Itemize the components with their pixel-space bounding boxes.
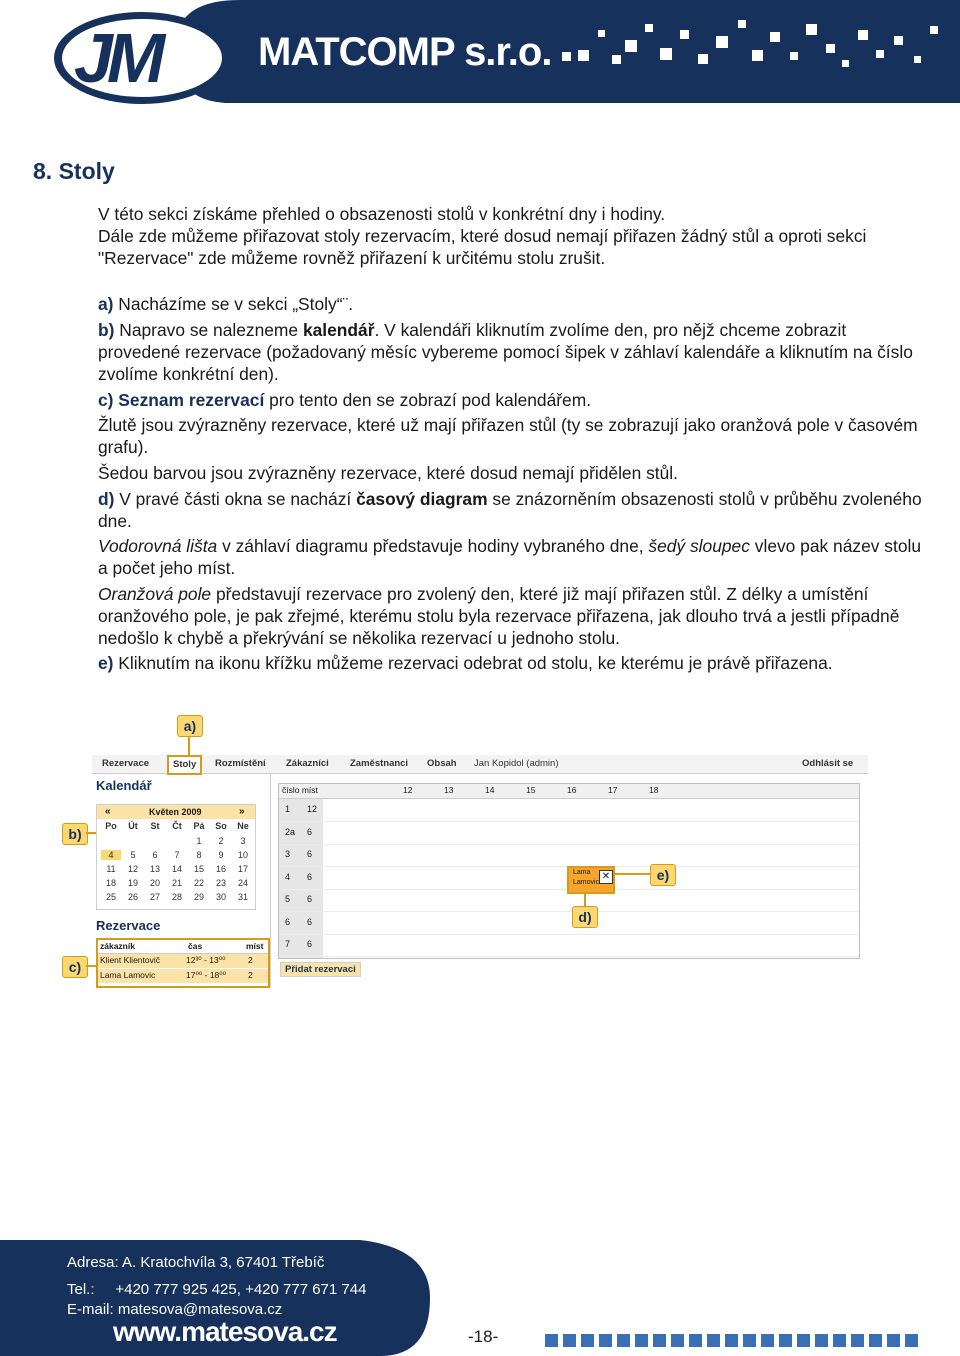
calendar-day[interactable]: 9: [218, 850, 224, 860]
table-row: [279, 822, 859, 845]
tab-rozmisteni[interactable]: Rozmístění: [215, 758, 266, 769]
calendar-day[interactable]: 15: [193, 864, 204, 874]
table-row: [279, 799, 859, 822]
calendar-day[interactable]: 31: [237, 892, 248, 902]
step-e: [98, 653, 928, 675]
header-note-text-2: vlevo pak název stolu a počet jeho míst.: [98, 536, 922, 579]
address-label: Adresa:: [67, 1254, 119, 1271]
reservation-block-line1: Lama: [573, 869, 591, 876]
app-screenshot: [92, 755, 868, 987]
email-value[interactable]: matesova@matesova.cz: [117, 1301, 283, 1318]
calendar-title: Kalendář: [96, 778, 152, 793]
orange-note-italic: Oranžová pole: [98, 583, 212, 604]
header-note: [98, 536, 928, 580]
calendar-day[interactable]: 7: [174, 850, 180, 860]
step-c-text: pro tento den se zobrazí pod kalendářem.: [264, 389, 592, 410]
hour-label: 14: [485, 785, 495, 795]
page-header: [0, 0, 960, 110]
table-row: [279, 934, 859, 957]
step-c-label: c) Seznam rezervací: [98, 389, 265, 410]
address-value: A. Kratochvíla 3, 67401 Třebíč: [122, 1254, 325, 1271]
calendar-day[interactable]: 5: [130, 850, 136, 860]
weekday-label: So: [215, 821, 227, 831]
calendar-day[interactable]: 6: [152, 850, 158, 860]
table-row: [279, 912, 859, 935]
logo-monogram: JM: [74, 19, 160, 97]
hour-label: 18: [649, 785, 659, 795]
tab-zakaznici[interactable]: Zákazníci: [286, 758, 329, 769]
callout-a: a): [177, 715, 203, 737]
callout-d: d): [572, 906, 598, 928]
calendar-day[interactable]: 13: [149, 864, 160, 874]
step-d-text-2: se znázorněním obsazenosti stolů v průběhu zvoleného dne.: [98, 488, 922, 531]
company-name: MATCOMP s.r.o.: [258, 30, 552, 74]
table-name: 1: [285, 804, 291, 814]
calendar-day[interactable]: 21: [171, 878, 182, 888]
weekday-label: Út: [128, 821, 138, 831]
step-d-label: d): [98, 488, 115, 509]
hour-label: 13: [444, 785, 454, 795]
reservation-row[interactable]: [98, 954, 268, 968]
step-a-label: a): [98, 294, 114, 315]
hour-label: 12: [403, 785, 413, 795]
remove-icon[interactable]: ✕: [599, 870, 613, 884]
tab-stoly[interactable]: Stoly: [167, 755, 202, 775]
calendar-day[interactable]: 25: [105, 892, 116, 902]
hour-label: 16: [567, 785, 577, 795]
calendar-day[interactable]: 3: [240, 836, 246, 846]
col-seats: míst: [246, 941, 264, 951]
reservation-customer: Lama Lamovic: [100, 970, 156, 980]
table-seats: 6: [307, 894, 313, 904]
tab-bar: [92, 755, 868, 774]
table-seats: 6: [307, 826, 313, 837]
table-seats: 6: [307, 849, 313, 859]
header-note-italic-2: šedý sloupec: [648, 536, 750, 557]
reservation-block[interactable]: [567, 866, 615, 894]
intro-paragraph: V této sekci získáme přehled o obsazenosti stolů v konkrétní dny i hodiny.: [98, 204, 666, 224]
calendar-day[interactable]: 17: [237, 864, 248, 874]
callout-c-line: [86, 964, 96, 968]
calendar-prev-button[interactable]: «: [105, 806, 111, 817]
reservation-row[interactable]: [98, 969, 268, 983]
header-note-italic: Vodorovná lišta: [98, 536, 218, 557]
step-b-bold: kalendář: [302, 320, 375, 341]
calendar: [96, 804, 256, 910]
email-label: E-mail:: [67, 1301, 114, 1318]
calendar-day[interactable]: 1: [196, 836, 202, 846]
footer-address: [67, 1253, 366, 1273]
col-time: čas: [188, 941, 203, 951]
weekday-label: Pá: [193, 821, 205, 831]
calendar-day[interactable]: 22: [193, 878, 204, 888]
col-customer: zákazník: [100, 941, 135, 951]
step-a-text: Nacházíme se v sekci „Stoly“¨.: [113, 294, 354, 315]
header-note-text: v záhlaví diagramu představuje hodiny vybraného dne,: [217, 536, 649, 557]
weekday-label: St: [150, 821, 160, 831]
table-name: 7: [285, 939, 291, 949]
weekday-label: Po: [105, 821, 117, 831]
orange-note: [98, 584, 928, 649]
step-e-label: e): [98, 653, 114, 674]
footer-squares-decoration: [545, 1334, 918, 1347]
reservation-customer: Klient Klientovič: [100, 955, 161, 965]
page-number: -18-: [468, 1327, 499, 1346]
phone-value: +420 777 925 425, +420 777 671 744: [115, 1281, 367, 1298]
reservations-header-row: [98, 940, 268, 954]
intro-paragraph-2: Dále zde můžeme přiřazovat stoly rezervacím, které dosud nemají přiřazen žádný stůl a oproti sekci "Rezervace" zde můžeme rovněž přiřazení k určitému stolu zrušit.: [98, 225, 867, 268]
left-panel: [92, 774, 271, 987]
step-d: [98, 489, 928, 533]
calendar-day[interactable]: 24: [237, 878, 248, 888]
current-user: Jan Kopidol (admin): [474, 758, 559, 769]
callout-c: c): [62, 956, 88, 978]
callout-e: e): [650, 864, 676, 886]
reservation-seats: 2: [248, 955, 253, 965]
corner-label: číslo míst: [282, 785, 318, 795]
calendar-day[interactable]: 10: [237, 850, 248, 860]
table-seats: 6: [307, 916, 313, 927]
calendar-day[interactable]: 28: [171, 892, 182, 902]
step-b: [98, 320, 928, 385]
calendar-day[interactable]: 8: [196, 850, 202, 860]
yellow-note: Žlutě jsou zvýrazněny rezervace, které už mají přiřazen stůl (ty se zobrazují jako oranžová pole v časovém grafu).: [98, 415, 918, 458]
tab-obsah[interactable]: Obsah: [427, 758, 457, 769]
add-reservation-button[interactable]: Přidat rezervaci: [280, 962, 361, 977]
hours-bar: [279, 784, 859, 799]
step-b-text-2: . V kalendáři kliknutím zvolíme den, pro nějž chceme zobrazit provedené rezervace (požadovaný měsíc vybereme pomocí šipek v záhlaví kalendáře a kliknutím na číslo zvolíme konkrétní den).: [98, 320, 913, 384]
calendar-day[interactable]: 16: [215, 864, 226, 874]
calendar-day[interactable]: 20: [149, 878, 160, 888]
calendar-day[interactable]: 2: [218, 836, 224, 846]
calendar-day[interactable]: 11: [106, 864, 116, 874]
reservations-table: [96, 938, 270, 988]
calendar-day[interactable]: 30: [215, 892, 226, 902]
table-seats: 12: [307, 804, 318, 814]
step-d-bold: časový diagram: [356, 488, 488, 509]
weekday-label: Ne: [237, 821, 249, 831]
step-d-text: V pravé části okna se nachází: [114, 488, 357, 509]
body-text: [98, 204, 928, 675]
table-row: [279, 844, 859, 867]
callout-a-line: [186, 736, 192, 756]
reservation-time: 12³⁰ - 13⁰⁰: [186, 955, 226, 965]
step-a: [98, 294, 928, 316]
step-c: [98, 390, 928, 412]
orange-note-text: představují rezervace pro zvolený den, které již mají přiřazen stůl. Z délky a umístění oranžového pole, je pak zřejmé, kterému stolu byla rezervace přiřazena, jak dlouho trvá a jestli případně nedošlo k chybě a překrývání se několika rezervací u jednoho stolu.: [98, 583, 900, 648]
calendar-day[interactable]: 29: [193, 892, 204, 902]
callout-b-line: [86, 831, 96, 835]
calendar-day[interactable]: 4: [101, 850, 121, 860]
section-title: 8. Stoly: [33, 158, 115, 184]
table-name: 2a: [285, 826, 296, 837]
callout-d-line: [582, 894, 588, 906]
calendar-day[interactable]: 19: [127, 878, 138, 888]
calendar-day[interactable]: 14: [171, 864, 182, 874]
website-link[interactable]: www.matesova.cz: [113, 1316, 337, 1347]
step-b-label: b): [98, 320, 115, 341]
reservations-title: Rezervace: [96, 918, 161, 933]
phone-label: Tel.:: [67, 1281, 95, 1298]
gray-note: Šedou barvou jsou zvýrazněny rezervace, které dosud nemají přidělen stůl.: [98, 462, 679, 483]
footer-contact: [67, 1253, 366, 1320]
calendar-day[interactable]: 18: [105, 878, 116, 888]
calendar-next-button[interactable]: »: [239, 806, 245, 817]
calendar-day[interactable]: 27: [149, 892, 160, 902]
reservation-seats: 2: [248, 970, 253, 980]
table-name: 3: [285, 849, 291, 859]
weekday-label: Čt: [172, 821, 182, 831]
step-b-text: Napravo se nalezneme: [114, 320, 303, 341]
table-name: 6: [285, 916, 291, 927]
calendar-day[interactable]: 26: [127, 892, 138, 902]
table-seats: 6: [307, 871, 313, 882]
table-name: 4: [285, 871, 291, 882]
calendar-month: Květen 2009: [149, 807, 202, 817]
tab-rezervace[interactable]: Rezervace: [102, 758, 150, 769]
logout-link[interactable]: Odhlásit se: [802, 758, 854, 769]
table-seats: 6: [307, 939, 313, 949]
step-e-text: Kliknutím na ikonu křížku můžeme rezervaci odebrat od stolu, ke kterému je právě přiřazena.: [113, 653, 833, 674]
hour-label: 15: [526, 785, 536, 795]
calendar-day[interactable]: 23: [215, 878, 226, 888]
table-name: 5: [285, 894, 291, 904]
tab-zamestnanci[interactable]: Zaměstnanci: [350, 758, 409, 769]
reservation-block-line2: Lamovic: [573, 879, 600, 886]
hour-label: 17: [608, 785, 618, 795]
callout-b: b): [62, 823, 88, 845]
callout-e-line: [614, 872, 650, 876]
calendar-day[interactable]: 12: [127, 864, 138, 874]
time-diagram: [278, 783, 860, 959]
reservation-time: 17⁰⁰ - 18⁰⁰: [186, 970, 227, 980]
footer-phone: [67, 1280, 366, 1300]
